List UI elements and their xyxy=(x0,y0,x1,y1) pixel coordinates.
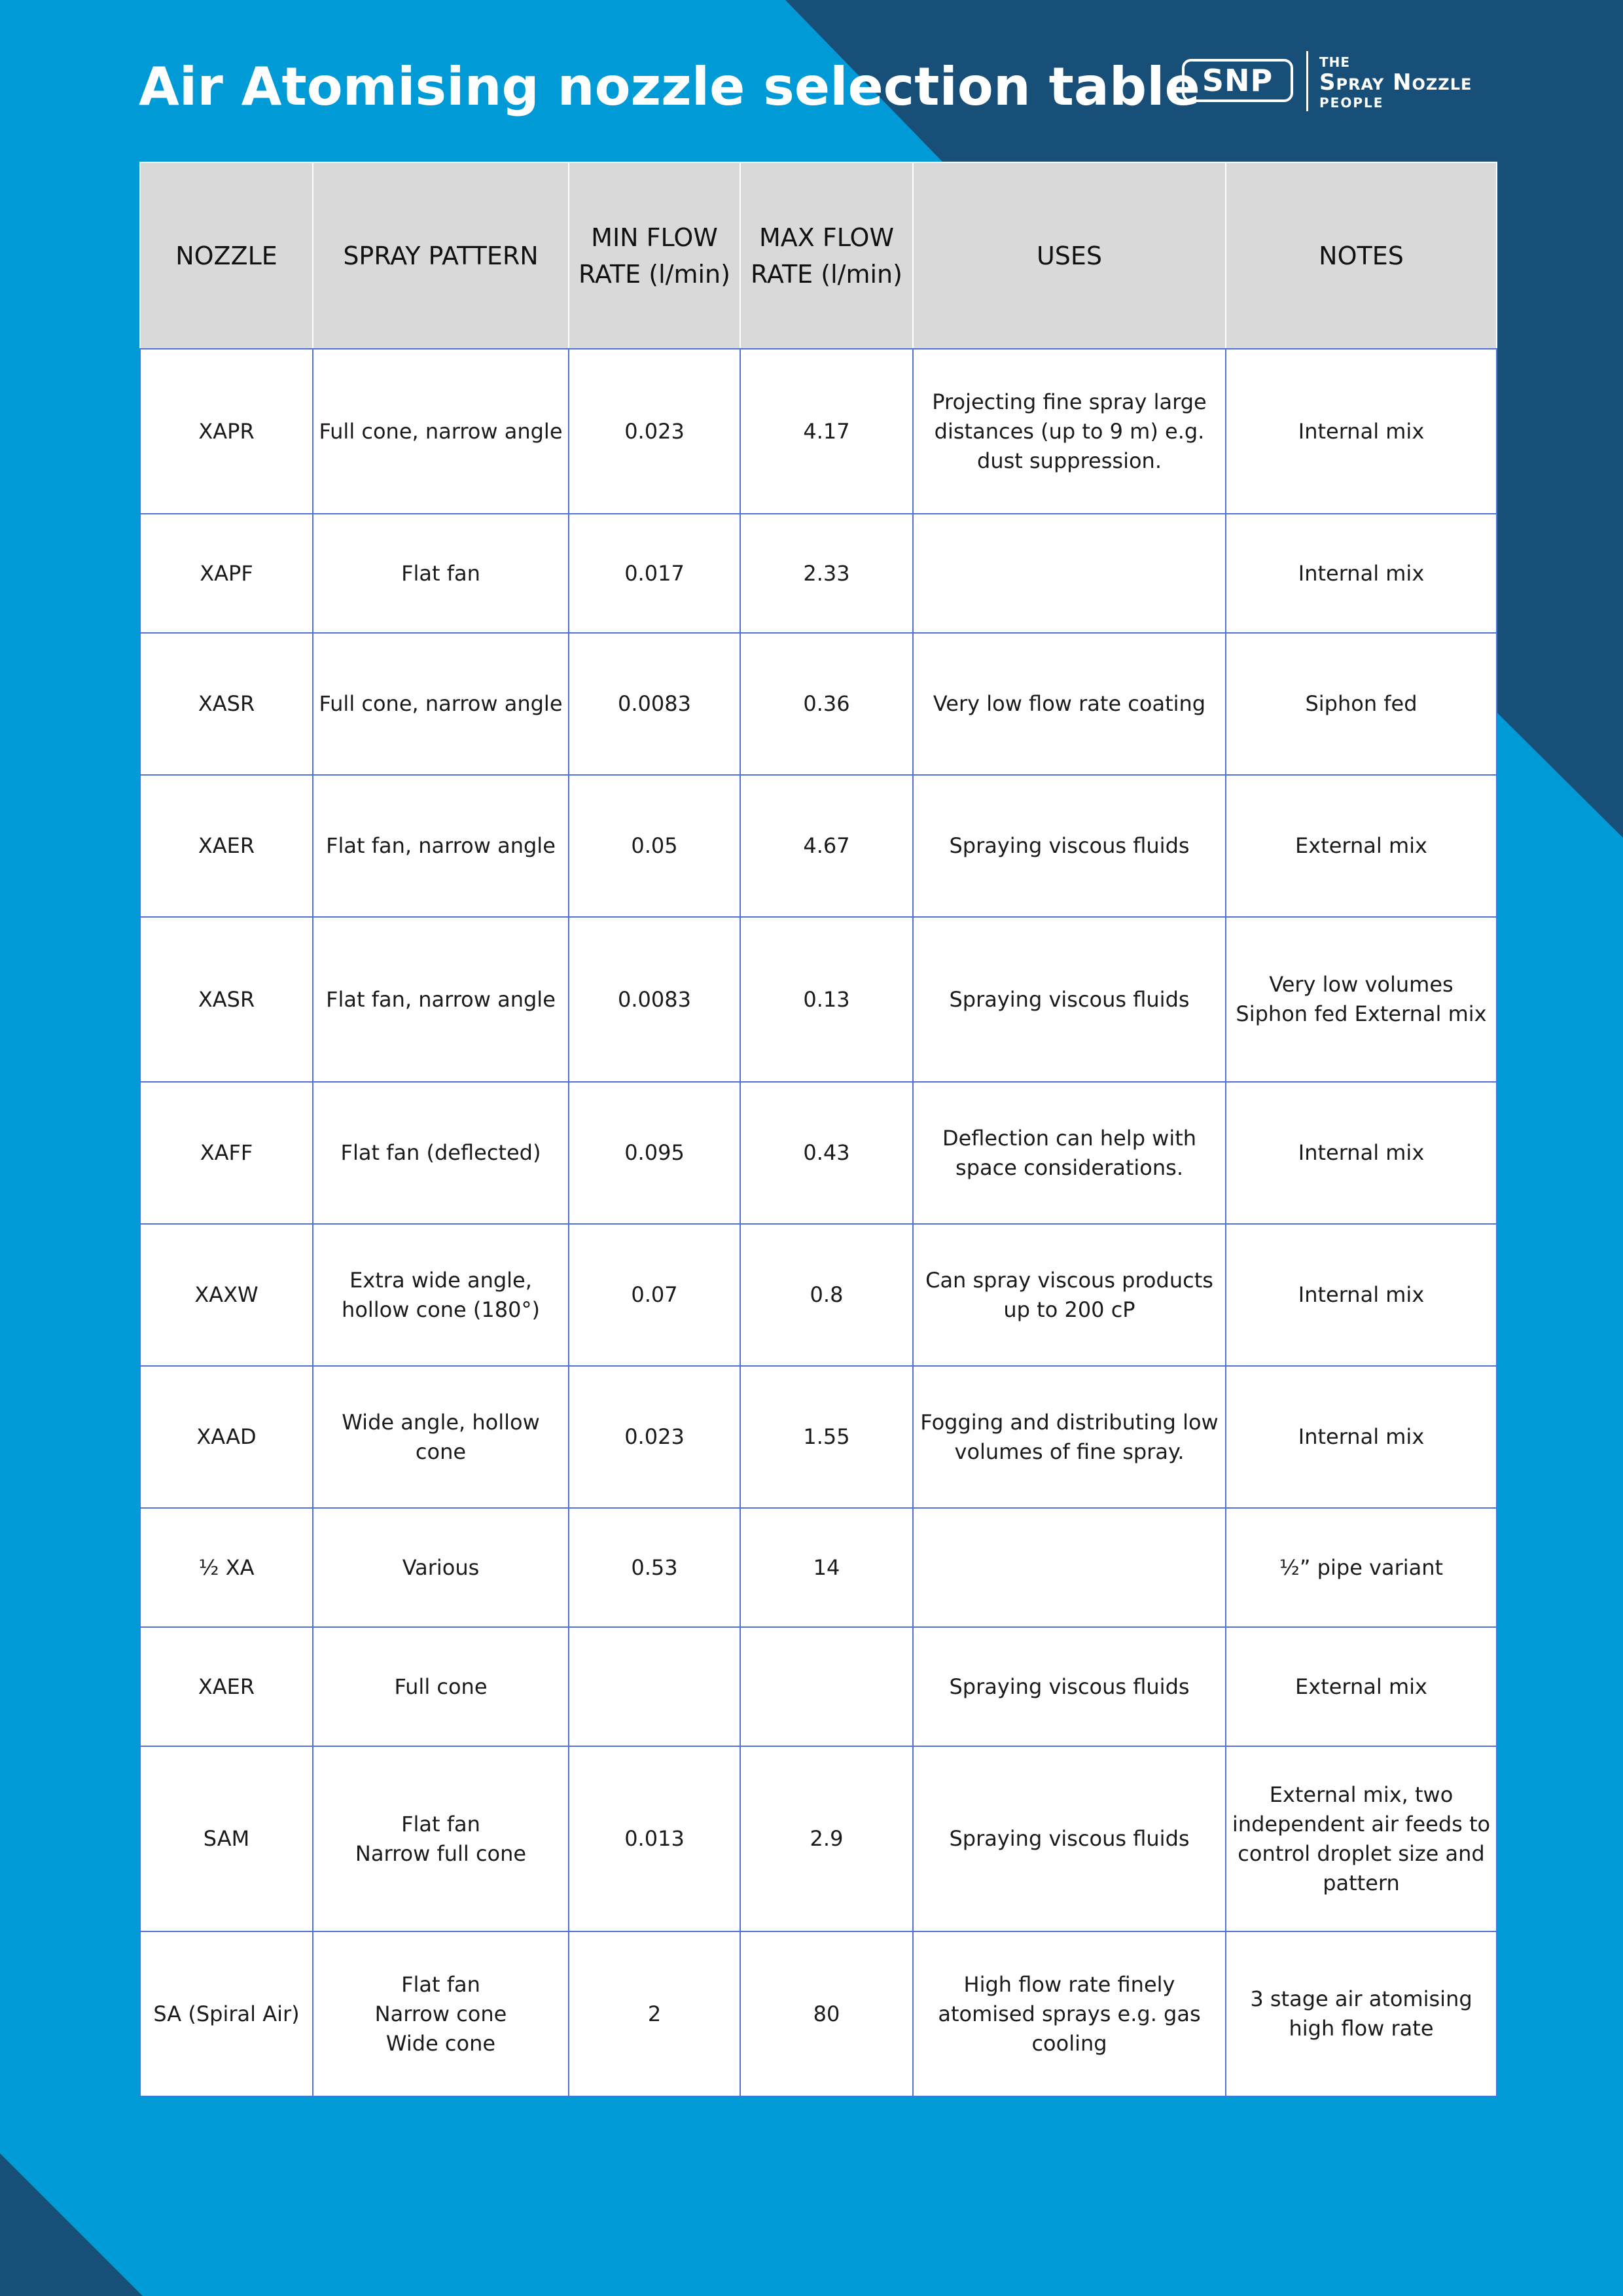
cell-max-flow xyxy=(740,1627,913,1746)
cell-nozzle: XAFF xyxy=(140,1082,313,1224)
cell-max-flow: 4.17 xyxy=(740,349,913,514)
table-row xyxy=(140,1366,1497,1508)
cell-nozzle: ½ XA xyxy=(140,1508,313,1627)
cell-uses: Fogging and distributing low volumes of fine spray. xyxy=(913,1366,1226,1508)
cell-spray-pattern: Flat fan (deflected) xyxy=(313,1082,569,1224)
cell-nozzle: XAPR xyxy=(140,349,313,514)
cell-nozzle: XAER xyxy=(140,1627,313,1746)
cell-notes: Internal mix xyxy=(1226,1366,1497,1508)
cell-spray-pattern: Wide angle, hollow cone xyxy=(313,1366,569,1508)
cell-max-flow: 0.13 xyxy=(740,917,913,1082)
cell-nozzle: SAM xyxy=(140,1746,313,1931)
header-uses: USES xyxy=(913,162,1226,349)
cell-uses: Spraying viscous fluids xyxy=(913,917,1226,1082)
cell-spray-pattern: Full cone, narrow angle xyxy=(313,633,569,775)
cell-spray-pattern: Flat fan, narrow angle xyxy=(313,775,569,917)
cell-spray-pattern: Flat fan, narrow angle xyxy=(313,917,569,1082)
table-row xyxy=(140,633,1497,775)
logo-wordmark xyxy=(1319,55,1472,110)
header-min-flow-rate: MIN FLOW RATE (l/min) xyxy=(569,162,740,349)
cell-min-flow: 0.0083 xyxy=(569,917,740,1082)
cell-min-flow: 0.05 xyxy=(569,775,740,917)
cell-min-flow: 2 xyxy=(569,1931,740,2096)
cell-max-flow: 1.55 xyxy=(740,1366,913,1508)
cell-uses: Spraying viscous fluids xyxy=(913,1627,1226,1746)
cell-min-flow: 0.013 xyxy=(569,1746,740,1931)
cell-notes: External mix, two independent air feeds to control droplet size and pattern xyxy=(1226,1746,1497,1931)
cell-max-flow: 2.33 xyxy=(740,514,913,633)
cell-uses: Very low flow rate coating xyxy=(913,633,1226,775)
cell-nozzle: XAPF xyxy=(140,514,313,633)
cell-notes: External mix xyxy=(1226,775,1497,917)
table-row xyxy=(140,1082,1497,1224)
cell-uses: Spraying viscous fluids xyxy=(913,775,1226,917)
cell-min-flow: 0.095 xyxy=(569,1082,740,1224)
cell-uses: Can spray viscous products up to 200 cP xyxy=(913,1224,1226,1366)
cell-max-flow: 14 xyxy=(740,1508,913,1627)
cell-uses: High flow rate finely atomised sprays e.g. gas cooling xyxy=(913,1931,1226,2096)
cell-spray-pattern: Flat fan Narrow cone Wide cone xyxy=(313,1931,569,2096)
table-row xyxy=(140,1746,1497,1931)
cell-notes: Internal mix xyxy=(1226,1224,1497,1366)
table-row xyxy=(140,1224,1497,1366)
cell-spray-pattern: Extra wide angle, hollow cone (180°) xyxy=(313,1224,569,1366)
cell-notes: Internal mix xyxy=(1226,1082,1497,1224)
header-spray-pattern: SPRAY PATTERN xyxy=(313,162,569,349)
cell-min-flow xyxy=(569,1627,740,1746)
cell-max-flow: 80 xyxy=(740,1931,913,2096)
cell-notes: 3 stage air atomising high flow rate xyxy=(1226,1931,1497,2096)
table-row xyxy=(140,1931,1497,2096)
cell-min-flow: 0.53 xyxy=(569,1508,740,1627)
cell-min-flow: 0.017 xyxy=(569,514,740,633)
cell-notes: Very low volumes Siphon fed External mix xyxy=(1226,917,1497,1082)
cell-uses xyxy=(913,514,1226,633)
table-row xyxy=(140,1627,1497,1746)
cell-notes: External mix xyxy=(1226,1627,1497,1746)
table-row xyxy=(140,775,1497,917)
cell-max-flow: 0.43 xyxy=(740,1082,913,1224)
logo-badge: SNP xyxy=(1182,59,1293,102)
cell-spray-pattern: Full cone, narrow angle xyxy=(313,349,569,514)
cell-notes: Siphon fed xyxy=(1226,633,1497,775)
table-row xyxy=(140,349,1497,514)
cell-max-flow: 4.67 xyxy=(740,775,913,917)
cell-notes: ½” pipe variant xyxy=(1226,1508,1497,1627)
cell-uses xyxy=(913,1508,1226,1627)
cell-nozzle: XAAD xyxy=(140,1366,313,1508)
cell-spray-pattern: Flat fan xyxy=(313,514,569,633)
cell-uses: Deflection can help with space considerations. xyxy=(913,1082,1226,1224)
cell-min-flow: 0.0083 xyxy=(569,633,740,775)
logo-main: Spray Nozzle xyxy=(1319,69,1472,96)
cell-max-flow: 0.8 xyxy=(740,1224,913,1366)
cell-nozzle: XASR xyxy=(140,633,313,775)
cell-notes: Internal mix xyxy=(1226,514,1497,633)
logo-divider xyxy=(1306,51,1308,111)
header-nozzle: NOZZLE xyxy=(140,162,313,349)
table-header-row xyxy=(140,162,1497,349)
snp-logo xyxy=(1182,51,1509,111)
cell-notes: Internal mix xyxy=(1226,349,1497,514)
page-title: Air Atomising nozzle selection table xyxy=(139,56,1200,117)
cell-nozzle: XASR xyxy=(140,917,313,1082)
cell-spray-pattern: Full cone xyxy=(313,1627,569,1746)
cell-min-flow: 0.023 xyxy=(569,349,740,514)
table-row xyxy=(140,1508,1497,1627)
cell-uses: Spraying viscous fluids xyxy=(913,1746,1226,1931)
header-max-flow-rate: MAX FLOW RATE (l/min) xyxy=(740,162,913,349)
table-row xyxy=(140,514,1497,633)
cell-uses: Projecting fine spray large distances (up to 9 m) e.g. dust suppression. xyxy=(913,349,1226,514)
cell-spray-pattern: Various xyxy=(313,1508,569,1627)
logo-people: PEOPLE xyxy=(1319,95,1384,111)
cell-max-flow: 0.36 xyxy=(740,633,913,775)
nozzle-selection-table xyxy=(139,162,1497,2097)
table-row xyxy=(140,917,1497,1082)
cell-min-flow: 0.07 xyxy=(569,1224,740,1366)
cell-spray-pattern: Flat fan Narrow full cone xyxy=(313,1746,569,1931)
cell-max-flow: 2.9 xyxy=(740,1746,913,1931)
cell-nozzle: SA (Spiral Air) xyxy=(140,1931,313,2096)
cell-min-flow: 0.023 xyxy=(569,1366,740,1508)
cell-nozzle: XAER xyxy=(140,775,313,917)
cell-nozzle: XAXW xyxy=(140,1224,313,1366)
header-notes: NOTES xyxy=(1226,162,1497,349)
logo-the: THE xyxy=(1319,54,1351,70)
